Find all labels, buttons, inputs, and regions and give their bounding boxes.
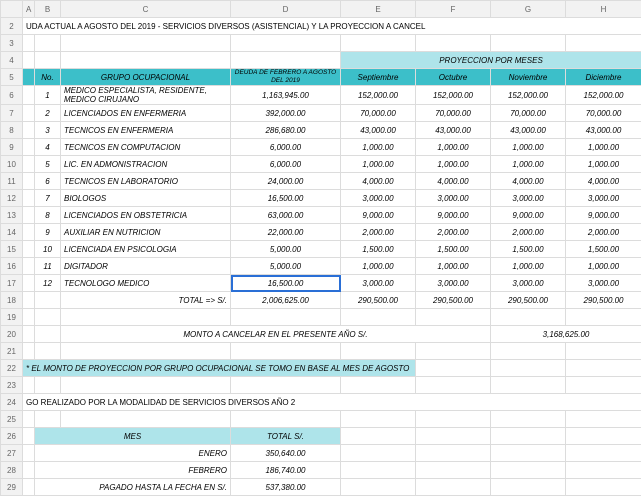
monto-cancelar-value[interactable]: 3,168,625.00 [491,326,641,343]
cell-e27[interactable] [341,445,416,462]
row-index[interactable]: 9 [35,224,61,241]
table-row[interactable] [1,207,641,224]
table-row[interactable] [1,156,641,173]
row-index[interactable]: 10 [35,241,61,258]
header-group: GRUPO OCUPACIONAL [61,69,231,86]
row-group-label[interactable]: TECNOLOGO MEDICO [61,275,231,292]
table-row[interactable] [1,309,641,326]
cell-g29[interactable] [491,479,566,496]
row-header-29[interactable]: 29 [1,479,23,496]
row-index[interactable]: 5 [35,156,61,173]
cell-d21[interactable] [231,343,341,360]
row-debt-value[interactable]: 63,000.00 [231,207,341,224]
cell-e19[interactable] [341,309,416,326]
row-nov-value[interactable]: 43,000.00 [491,122,566,139]
total-debt-value[interactable]: 2,006,625.00 [231,292,341,309]
cell-f27[interactable] [416,445,491,462]
row-dic-value[interactable]: 1,000.00 [566,258,641,275]
payments-footer-total[interactable]: 537,380.00 [231,479,341,496]
column-header-c[interactable]: C [61,1,231,18]
cell-a21[interactable] [23,343,35,360]
table-row[interactable] [1,394,641,411]
row-index[interactable]: 7 [35,190,61,207]
cell-g21[interactable] [491,343,566,360]
column-header-e[interactable]: E [341,1,416,18]
cell-g3[interactable] [491,35,566,52]
total-label: TOTAL => S/. [61,292,231,309]
monto-cancelar-label: MONTO A CANCELAR EN EL PRESENTE AÑO S/. [61,326,491,343]
cell-e28[interactable] [341,462,416,479]
cell-a20[interactable] [23,326,35,343]
payments-row-mes[interactable]: FEBRERO [35,462,231,479]
cell-g22[interactable] [491,360,566,377]
cell-b20[interactable] [35,326,61,343]
cell-a4[interactable] [23,52,35,69]
table-row[interactable] [1,35,641,52]
row-sep-value[interactable]: 1,000.00 [341,139,416,156]
cell-h21[interactable] [566,343,641,360]
payments-header-total: TOTAL S/. [231,428,341,445]
row-group-label[interactable]: AUXILIAR EN NUTRICION [61,224,231,241]
row-header-8[interactable]: 8 [1,122,23,139]
row-oct-value[interactable]: 70,000.00 [416,105,491,122]
cell-a23[interactable] [23,377,35,394]
table-total-row[interactable] [1,292,641,309]
cell-a9[interactable] [23,139,35,156]
table-row[interactable] [1,190,641,207]
row-nov-value[interactable]: 2,000.00 [491,224,566,241]
row-debt-value[interactable]: 392,000.00 [231,105,341,122]
row-header-24[interactable]: 24 [1,394,23,411]
cell-f19[interactable] [416,309,491,326]
row-sep-value[interactable]: 152,000.00 [341,86,416,105]
cell-d4[interactable] [231,52,341,69]
row-header-27[interactable]: 27 [1,445,23,462]
row-dic-value[interactable]: 152,000.00 [566,86,641,105]
row-group-label[interactable]: DIGITADOR [61,258,231,275]
cell-f21[interactable] [416,343,491,360]
row-debt-value[interactable]: 22,000.00 [231,224,341,241]
row-group-label[interactable]: BIOLOGOS [61,190,231,207]
column-header-f[interactable]: F [416,1,491,18]
cell-f29[interactable] [416,479,491,496]
row-nov-value[interactable]: 70,000.00 [491,105,566,122]
row-group-label[interactable]: LICENCIADOS EN OBSTETRICIA [61,207,231,224]
table-row[interactable] [1,360,641,377]
table-total-row[interactable] [1,479,641,496]
header-blank-a [23,69,35,86]
row-group-label[interactable]: MEDICO ESPECIALISTA, RESIDENTE, MEDICO CIRUJANO [61,86,231,105]
cell-a8[interactable] [23,122,35,139]
table-row[interactable] [1,241,641,258]
cell-a12[interactable] [23,190,35,207]
row-nov-value[interactable]: 1,500.00 [491,241,566,258]
row-header-18[interactable]: 18 [1,292,23,309]
row-oct-value[interactable]: 152,000.00 [416,86,491,105]
cell-a16[interactable] [23,258,35,275]
row-header-11[interactable]: 11 [1,173,23,190]
row-dic-value[interactable]: 70,000.00 [566,105,641,122]
row-dic-value[interactable]: 1,000.00 [566,139,641,156]
row-sep-value[interactable]: 3,000.00 [341,275,416,292]
row-oct-value[interactable]: 9,000.00 [416,207,491,224]
table-row[interactable] [1,275,641,292]
row-header-7[interactable]: 7 [1,105,23,122]
cell-b25[interactable] [35,411,61,428]
row-header-3[interactable]: 3 [1,35,23,52]
row-debt-value[interactable]: 6,000.00 [231,139,341,156]
cell-a28[interactable] [23,462,35,479]
header-month-noviembre: Noviembre [491,69,566,86]
row-nov-value[interactable]: 3,000.00 [491,275,566,292]
row-group-label[interactable]: LICENCIADOS EN ENFERMERIA [61,105,231,122]
row-oct-value[interactable]: 43,000.00 [416,122,491,139]
table-row[interactable] [1,326,641,343]
row-header-9[interactable]: 9 [1,139,23,156]
row-index[interactable]: 12 [35,275,61,292]
second-section-title: GO REALIZADO POR LA MODALIDAD DE SERVICIOS DIVERSOS AÑO 2 [23,394,641,411]
row-nov-value[interactable]: 3,000.00 [491,190,566,207]
cell-b18[interactable] [35,292,61,309]
cell-g23[interactable] [491,377,566,394]
row-header-13[interactable]: 13 [1,207,23,224]
row-header-4[interactable]: 4 [1,52,23,69]
payments-row-total[interactable]: 186,740.00 [231,462,341,479]
cell-b19[interactable] [35,309,61,326]
row-debt-value[interactable]: 286,680.00 [231,122,341,139]
selected-cell-d17[interactable]: 16,500.00 [231,275,341,292]
cell-a17[interactable] [23,275,35,292]
row-dic-value[interactable]: 43,000.00 [566,122,641,139]
row-index[interactable]: 3 [35,122,61,139]
header-no: No. [35,69,61,86]
row-header-23[interactable]: 23 [1,377,23,394]
row-header-10[interactable]: 10 [1,156,23,173]
row-dic-value[interactable]: 9,000.00 [566,207,641,224]
cell-h27[interactable] [566,445,641,462]
row-header-22[interactable]: 22 [1,360,23,377]
table-row[interactable] [1,462,641,479]
cell-a25[interactable] [23,411,35,428]
cell-f28[interactable] [416,462,491,479]
row-header-21[interactable]: 21 [1,343,23,360]
footnote-text: * EL MONTO DE PROYECCION POR GRUPO OCUPACIONAL SE TOMO EN BASE AL MES DE AGOSTO [23,360,416,377]
cell-a11[interactable] [23,173,35,190]
table-row[interactable] [1,139,641,156]
cell-g25[interactable] [491,411,566,428]
cell-e3[interactable] [341,35,416,52]
row-header-17[interactable]: 17 [1,275,23,292]
row-header-20[interactable]: 20 [1,326,23,343]
cell-d23[interactable] [231,377,341,394]
cell-c4[interactable] [61,52,231,69]
row-debt-value[interactable]: 24,000.00 [231,173,341,190]
table-row[interactable] [1,411,641,428]
cell-b3[interactable] [35,35,61,52]
row-debt-value[interactable]: 5,000.00 [231,241,341,258]
row-sep-value[interactable]: 4,000.00 [341,173,416,190]
projection-group-header: PROYECCION POR MESES [341,52,641,69]
cell-h3[interactable] [566,35,641,52]
table-row[interactable] [1,445,641,462]
row-nov-value[interactable]: 1,000.00 [491,139,566,156]
row-nov-value[interactable]: 152,000.00 [491,86,566,105]
row-header-14[interactable]: 14 [1,224,23,241]
total-nov-value[interactable]: 290,500.00 [491,292,566,309]
row-header-28[interactable]: 28 [1,462,23,479]
cell-e29[interactable] [341,479,416,496]
payments-row-total[interactable]: 350,640.00 [231,445,341,462]
cell-a18[interactable] [23,292,35,309]
cell-e25[interactable] [341,411,416,428]
row-sep-value[interactable]: 1,500.00 [341,241,416,258]
cell-g28[interactable] [491,462,566,479]
cell-b4[interactable] [35,52,61,69]
row-oct-value[interactable]: 1,500.00 [416,241,491,258]
row-index[interactable]: 11 [35,258,61,275]
row-sep-value[interactable]: 70,000.00 [341,105,416,122]
cell-d25[interactable] [231,411,341,428]
cell-g26[interactable] [491,428,566,445]
header-debt: DEUDA DE FEBRERO A AGOSTO DEL 2019 [231,69,341,86]
cell-a27[interactable] [23,445,35,462]
cell-g27[interactable] [491,445,566,462]
row-header-26[interactable]: 26 [1,428,23,445]
payments-row-mes[interactable]: ENERO [35,445,231,462]
row-group-label[interactable]: TECNICOS EN ENFERMERIA [61,122,231,139]
cell-d3[interactable] [231,35,341,52]
column-header-b[interactable]: B [35,1,61,18]
row-dic-value[interactable]: 3,000.00 [566,275,641,292]
cell-h28[interactable] [566,462,641,479]
cell-f3[interactable] [416,35,491,52]
row-oct-value[interactable]: 3,000.00 [416,275,491,292]
row-debt-value[interactable]: 16,500.00 [231,190,341,207]
row-index[interactable]: 2 [35,105,61,122]
cell-a29[interactable] [23,479,35,496]
row-index[interactable]: 1 [35,86,61,105]
table-row[interactable] [1,224,641,241]
table-row[interactable] [1,343,641,360]
cell-c25[interactable] [61,411,231,428]
row-debt-value[interactable]: 5,000.00 [231,258,341,275]
cell-a13[interactable] [23,207,35,224]
header-month-septiembre: Septiembre [341,69,416,86]
row-header-2[interactable]: 2 [1,18,23,35]
row-debt-value[interactable]: 1,163,945.00 [231,86,341,105]
column-header-h[interactable]: H [566,1,641,18]
row-sep-value[interactable]: 1,000.00 [341,156,416,173]
row-nov-value[interactable]: 9,000.00 [491,207,566,224]
cell-c23[interactable] [61,377,231,394]
row-dic-value[interactable]: 1,500.00 [566,241,641,258]
row-group-label[interactable]: TECNICOS EN COMPUTACION [61,139,231,156]
page-title: UDA ACTUAL A AGOSTO DEL 2019 - SERVICIOS DIVERSOS (ASISTENCIAL) Y LA PROYECCION A CANCEL [23,18,641,35]
total-sep-value[interactable]: 290,500.00 [341,292,416,309]
row-sep-value[interactable]: 2,000.00 [341,224,416,241]
row-debt-value[interactable]: 6,000.00 [231,156,341,173]
row-header-5[interactable]: 5 [1,69,23,86]
row-group-label[interactable]: LIC. EN ADMONISTRACION [61,156,231,173]
cell-a6[interactable] [23,86,35,105]
cell-a3[interactable] [23,35,35,52]
row-nov-value[interactable]: 4,000.00 [491,173,566,190]
cell-e26[interactable] [341,428,416,445]
cell-e23[interactable] [341,377,416,394]
cell-h19[interactable] [566,309,641,326]
header-month-octubre: Octubre [416,69,491,86]
cell-h29[interactable] [566,479,641,496]
corner-select-all[interactable] [1,1,23,18]
cell-f22[interactable] [416,360,491,377]
cell-e21[interactable] [341,343,416,360]
cell-c3[interactable] [61,35,231,52]
cell-f23[interactable] [416,377,491,394]
cell-d19[interactable] [231,309,341,326]
row-nov-value[interactable]: 1,000.00 [491,258,566,275]
total-oct-value[interactable]: 290,500.00 [416,292,491,309]
table-header-row[interactable] [1,428,641,445]
row-sep-value[interactable]: 9,000.00 [341,207,416,224]
cell-a14[interactable] [23,224,35,241]
row-dic-value[interactable]: 2,000.00 [566,224,641,241]
row-oct-value[interactable]: 1,000.00 [416,139,491,156]
row-header-25[interactable]: 25 [1,411,23,428]
cell-h23[interactable] [566,377,641,394]
table-row[interactable] [1,173,641,190]
cell-f26[interactable] [416,428,491,445]
row-group-label[interactable]: LICENCIADA EN PSICOLOGIA [61,241,231,258]
cell-g19[interactable] [491,309,566,326]
row-nov-value[interactable]: 1,000.00 [491,156,566,173]
row-dic-value[interactable]: 1,000.00 [566,156,641,173]
row-header-16[interactable]: 16 [1,258,23,275]
cell-h22[interactable] [566,360,641,377]
table-row[interactable] [1,86,641,105]
row-sep-value[interactable]: 3,000.00 [341,190,416,207]
column-header-d[interactable]: D [231,1,341,18]
cell-a10[interactable] [23,156,35,173]
total-dic-value[interactable]: 290,500.00 [566,292,641,309]
row-oct-value[interactable]: 2,000.00 [416,224,491,241]
table-row[interactable] [1,52,641,69]
row-group-label[interactable]: TECNICOS EN LABORATORIO [61,173,231,190]
cell-h26[interactable] [566,428,641,445]
table-header-row[interactable] [1,69,641,86]
table-row[interactable] [1,105,641,122]
row-oct-value[interactable]: 3,000.00 [416,190,491,207]
row-dic-value[interactable]: 4,000.00 [566,173,641,190]
row-header-12[interactable]: 12 [1,190,23,207]
row-oct-value[interactable]: 1,000.00 [416,258,491,275]
row-oct-value[interactable]: 4,000.00 [416,173,491,190]
table-row[interactable] [1,122,641,139]
column-header-a[interactable]: A [23,1,35,18]
row-index[interactable]: 6 [35,173,61,190]
cell-c21[interactable] [61,343,231,360]
cell-a19[interactable] [23,309,35,326]
row-index[interactable]: 4 [35,139,61,156]
header-month-diciembre: Diciembre [566,69,641,86]
row-oct-value[interactable]: 1,000.00 [416,156,491,173]
cell-a7[interactable] [23,105,35,122]
row-sep-value[interactable]: 43,000.00 [341,122,416,139]
row-sep-value[interactable]: 1,000.00 [341,258,416,275]
table-row[interactable] [1,18,641,35]
row-index[interactable]: 8 [35,207,61,224]
column-header-row[interactable] [1,1,641,18]
cell-b23[interactable] [35,377,61,394]
row-header-6[interactable]: 6 [1,86,23,105]
table-row[interactable] [1,377,641,394]
cell-a15[interactable] [23,241,35,258]
row-header-19[interactable]: 19 [1,309,23,326]
cell-a26[interactable] [23,428,35,445]
row-header-15[interactable]: 15 [1,241,23,258]
cell-c19[interactable] [61,309,231,326]
table-row[interactable] [1,258,641,275]
cell-b21[interactable] [35,343,61,360]
row-dic-value[interactable]: 3,000.00 [566,190,641,207]
payments-footer-label: PAGADO HASTA LA FECHA EN S/. [35,479,231,496]
column-header-g[interactable]: G [491,1,566,18]
cell-f25[interactable] [416,411,491,428]
payments-header-mes: MES [35,428,231,445]
cell-h25[interactable] [566,411,641,428]
